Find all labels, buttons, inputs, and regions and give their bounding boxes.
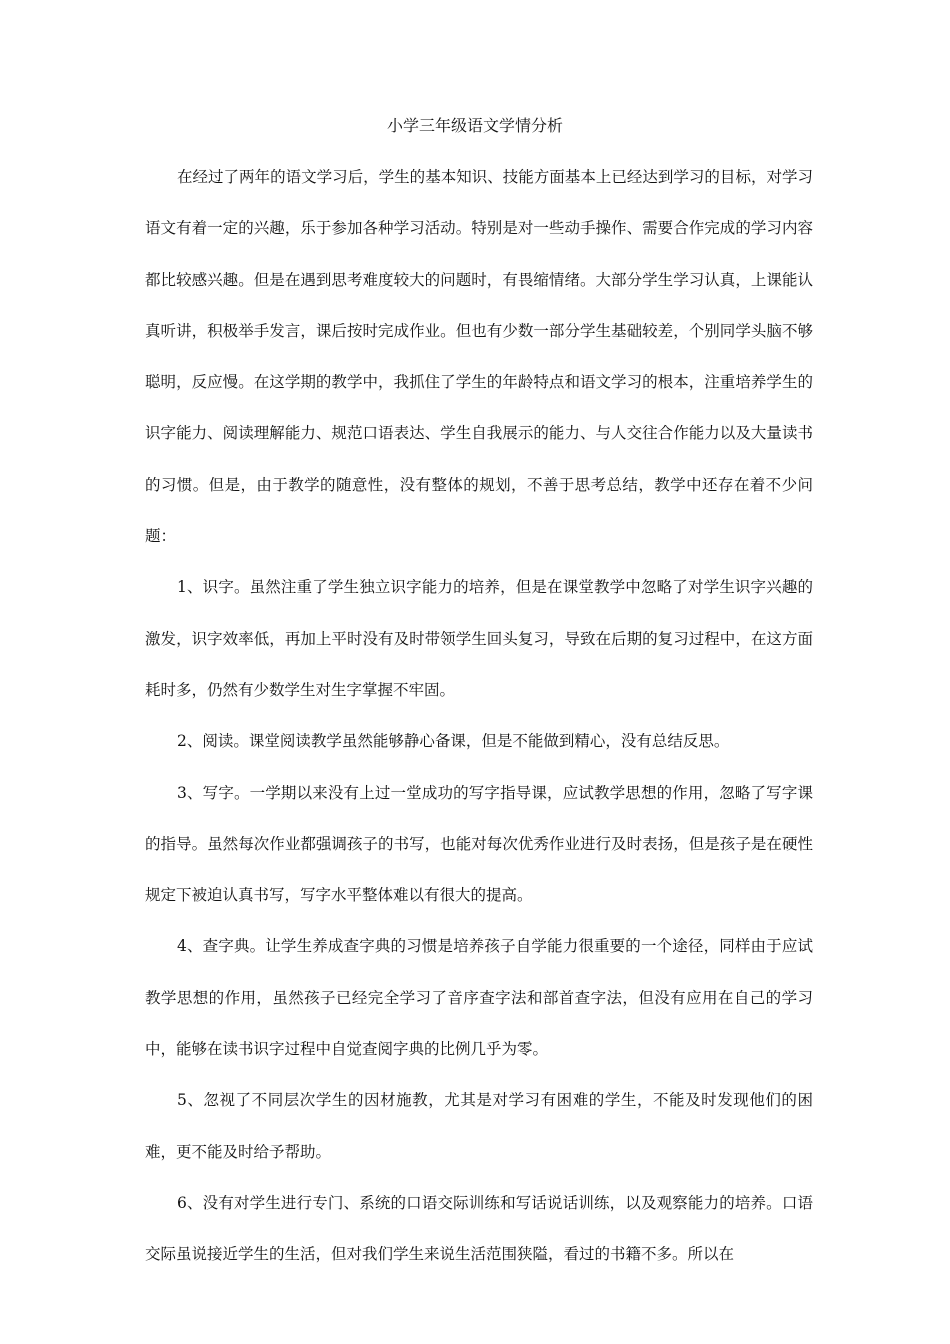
paragraph-item-6: 6、没有对学生进行专门、系统的口语交际训练和写话说话训练，以及观察能力的培养。口语交际虽说接近学生的生活，但对我们学生来说生活范围狭隘，看过的书籍不多。所以在	[145, 1193, 813, 1264]
paragraph-item-3: 3、写字。一学期以来没有上过一堂成功的写字指导课，应试教学思想的作用，忽略了写字课的指导。虽然每次作业都强调孩子的书写，也能对每次优秀作业进行及时表扬，但是孩子是在硬性规定下被迫认真书写，写字水平整体难以有很大的提高。	[145, 783, 813, 905]
paragraph-item-4: 4、查字典。让学生养成查字典的习惯是培养孩子自学能力很重要的一个途径，同样由于应试教学思想的作用，虽然孩子已经完全学习了音序查字法和部首查字法，但没有应用在自己的学习中，能够在读书识字过程中自觉查阅字典的比例几乎为零。	[145, 937, 813, 1059]
document-title: 小学三年级语文学情分析	[386, 116, 563, 135]
paragraph-item-2: 2、阅读。课堂阅读教学虽然能够静心备课，但是不能做到精心，没有总结反思。	[177, 732, 730, 751]
document-body	[145, 152, 813, 1281]
paragraph-item-1: 1、识字。虽然注重了学生独立识字能力的培养，但是在课堂教学中忽略了对学生识字兴趣的激发，识字效率低，再加上平时没有及时带领学生回头复习，导致在后期的复习过程中，在这方面耗时多，仍然有少数学生对生字掌握不牢固。	[145, 578, 813, 699]
paragraph-intro: 在经过了两年的语文学习后，学生的基本知识、技能方面基本上已经达到学习的目标，对学习语文有着一定的兴趣，乐于参加各种学习活动。特别是对一些动手操作、需要合作完成的学习内容都比较感兴趣。但是在遇到思考难度较大的问题时，有畏缩情绪。大部分学生学习认真，上课能认真听讲，积极举手发言，课后按时完成作业。但也有少数一部分学生基础较差，个别同学头脑不够聪明，反应慢。在这学期的教学中，我抓住了学生的年龄特点和语文学习的根本，注重培养学生的识字能力、阅读理解能力、规范口语表达、学生自我展示的能力、与人交往合作能力以及大量读书的习惯。但是，由于教学的随意性，没有整体的规划，不善于思考总结，教学中还存在着不少问题：	[145, 168, 813, 546]
paragraph-item-5: 5、忽视了不同层次学生的因材施教，尤其是对学习有困难的学生，不能及时发现他们的困难，更不能及时给予帮助。	[145, 1091, 813, 1161]
